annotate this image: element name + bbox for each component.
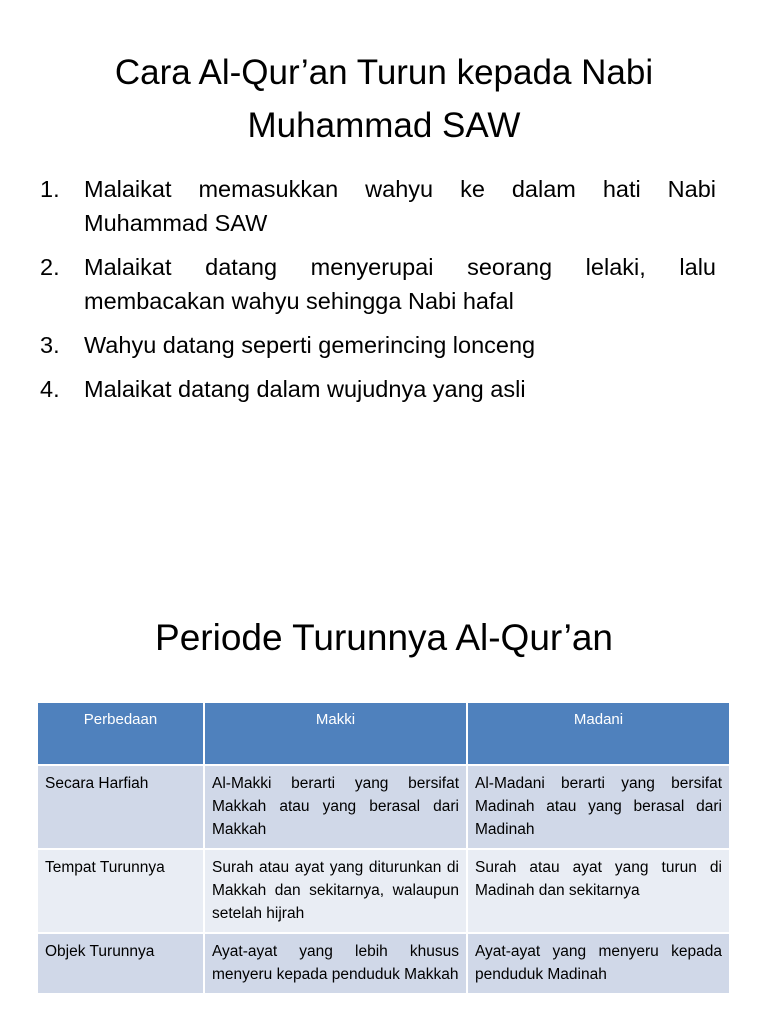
list-item: [40, 328, 716, 362]
list-item: [40, 372, 716, 406]
header-perbedaan: Perbedaan: [38, 703, 204, 765]
header-madani: Madani: [467, 703, 730, 765]
table-row: [38, 933, 730, 993]
list-text: Malaikat datang menyerupai seorang lelaki, lalu membacakan wahyu sehingga Nabi hafal: [84, 254, 716, 314]
title-line-2: Muhammad SAW: [247, 106, 521, 145]
title-line-1: Cara Al-Qur’an Turun kepada Nabi: [114, 53, 654, 92]
numbered-list: [40, 172, 716, 416]
table-row: [38, 849, 730, 933]
list-item: [40, 250, 716, 318]
list-text: Malaikat memasukkan wahyu ke dalam hati Nabi Muhammad SAW: [84, 176, 716, 236]
table-cell-label: Tempat Turunnya: [38, 849, 204, 933]
table-cell-madani: Surah atau ayat yang turun di Madinah dan sekitarnya: [467, 849, 730, 933]
table-row: [38, 765, 730, 849]
list-text: Wahyu datang seperti gemerincing lonceng: [84, 332, 536, 358]
table-cell-label: Secara Harfiah: [38, 765, 204, 849]
list-item: [40, 172, 716, 240]
list-number: 3.: [40, 332, 60, 358]
list-number: 2.: [40, 254, 60, 280]
table-cell-madani: Ayat-ayat yang menyeru kepada penduduk Madinah: [467, 933, 730, 993]
table-cell-makki: Surah atau ayat yang diturunkan di Makkah dan sekitarnya, walaupun setelah hijrah: [204, 849, 467, 933]
comparison-table: [38, 703, 731, 993]
table-header-row: [38, 703, 730, 765]
slide-periode: [0, 512, 768, 1024]
slide-title: [40, 46, 728, 152]
table-cell-makki: Ayat-ayat yang lebih khusus menyeru kepada penduduk Makkah: [204, 933, 467, 993]
header-makki: Makki: [204, 703, 467, 765]
table-cell-makki: Al-Makki berarti yang bersifat Makkah atau yang berasal dari Makkah: [204, 765, 467, 849]
list-number: 1.: [40, 176, 60, 202]
slide-title: Periode Turunnya Al-Qur’an: [155, 617, 613, 658]
table-cell-madani: Al-Madani berarti yang bersifat Madinah atau yang berasal dari Madinah: [467, 765, 730, 849]
list-number: 4.: [40, 376, 60, 402]
table-cell-label: Objek Turunnya: [38, 933, 204, 993]
list-text: Malaikat datang dalam wujudnya yang asli: [84, 376, 526, 402]
